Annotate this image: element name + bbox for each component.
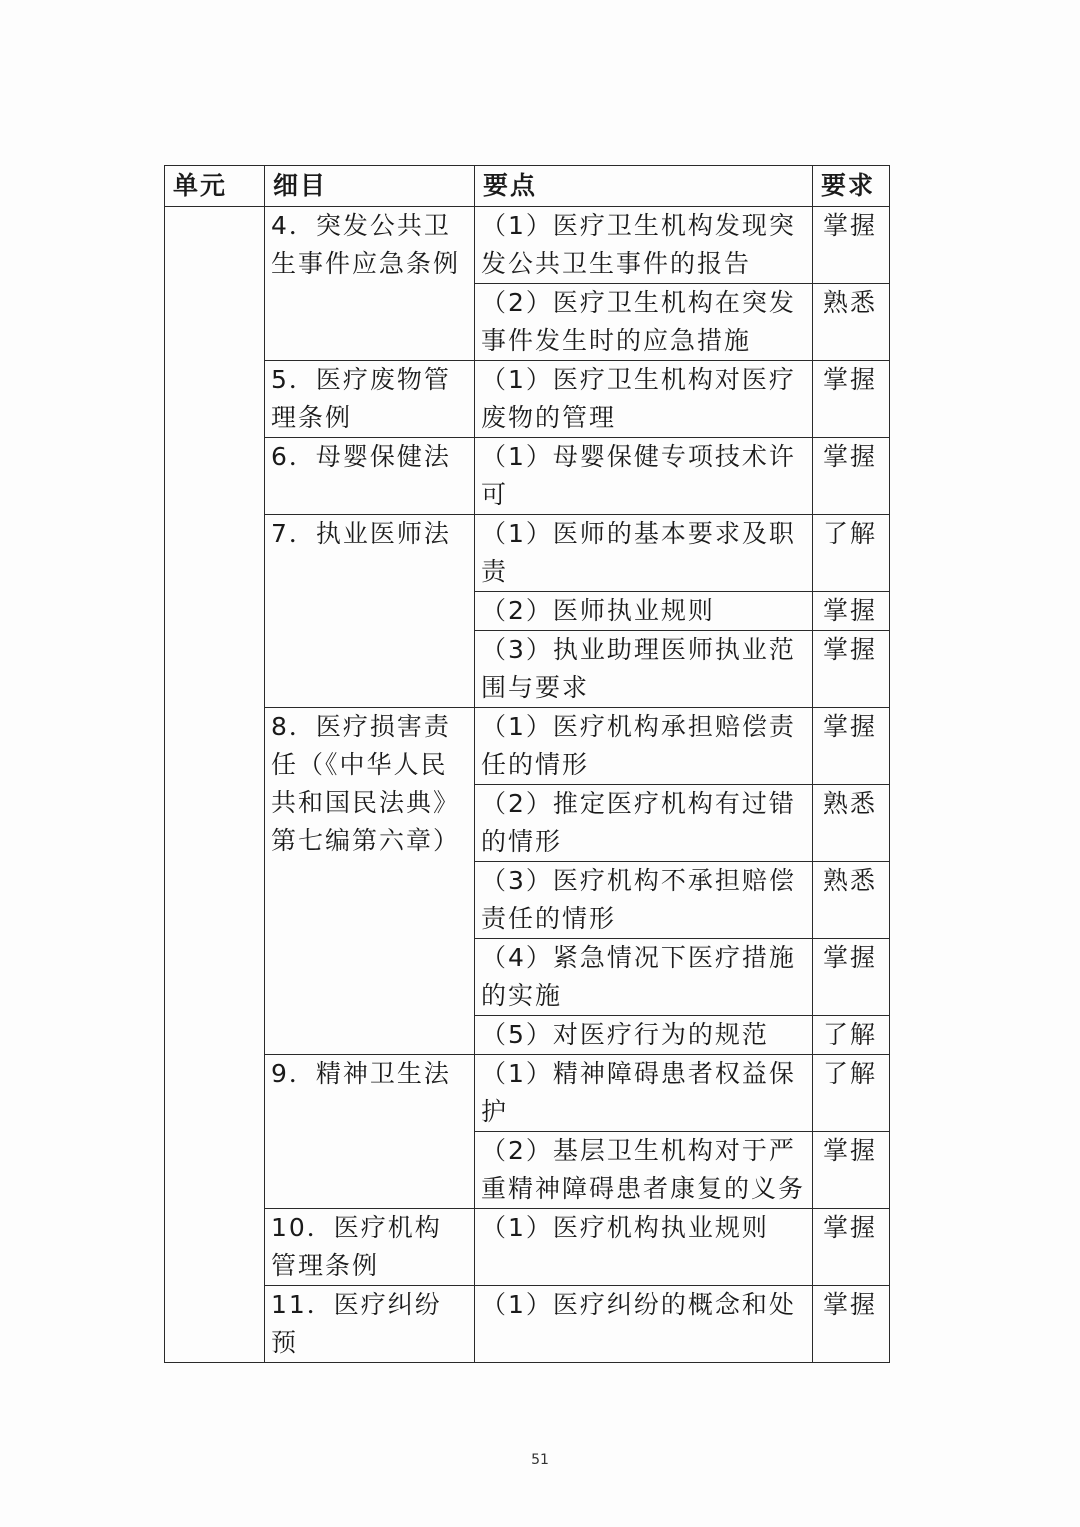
point-cell: （1）母婴保健专项技术许可 [475,438,813,515]
point-cell: （2）医疗卫生机构在突发事件发生时的应急措施 [475,284,813,361]
requirement-cell: 了解 [813,515,890,592]
unit-cell [165,207,265,1363]
requirement-cell: 熟悉 [813,862,890,939]
table-row [165,515,890,592]
point-cell: （4）紧急情况下医疗措施的实施 [475,939,813,1016]
table-row [165,1209,890,1286]
point-cell: （1）医疗卫生机构对医疗废物的管理 [475,361,813,438]
requirement-cell: 了解 [813,1055,890,1132]
point-cell: （2）推定医疗机构有过错的情形 [475,785,813,862]
requirement-cell: 熟悉 [813,284,890,361]
point-cell: （3）医疗机构不承担赔偿责任的情形 [475,862,813,939]
header-requirement: 要求 [813,166,890,207]
table-header-row [165,166,890,207]
point-cell: （1）医疗卫生机构发现突发公共卫生事件的报告 [475,207,813,284]
requirement-cell: 掌握 [813,1132,890,1209]
item-cell: 6．母婴保健法 [265,438,475,515]
item-cell: 7．执业医师法 [265,515,475,708]
point-cell: （1）医疗纠纷的概念和处 [475,1286,813,1363]
requirement-cell: 掌握 [813,708,890,785]
requirement-cell: 熟悉 [813,785,890,862]
point-cell: （5）对医疗行为的规范 [475,1016,813,1055]
requirement-cell: 掌握 [813,592,890,631]
table-row [165,361,890,438]
header-unit: 单元 [165,166,265,207]
table-row [165,1055,890,1132]
point-cell: （3）执业助理医师执业范围与要求 [475,631,813,708]
point-cell: （1）精神障碍患者权益保护 [475,1055,813,1132]
item-cell: 9．精神卫生法 [265,1055,475,1209]
point-cell: （1）医疗机构执业规则 [475,1209,813,1286]
requirement-cell: 掌握 [813,438,890,515]
requirement-cell: 掌握 [813,631,890,708]
item-cell: 8．医疗损害责任（《中华人民共和国民法典》第七编第六章） [265,708,475,1055]
requirement-cell: 了解 [813,1016,890,1055]
item-cell: 4．突发公共卫生事件应急条例 [265,207,475,361]
header-item: 细目 [265,166,475,207]
table-row [165,207,890,284]
header-point: 要点 [475,166,813,207]
table-row [165,708,890,785]
point-cell: （1）医疗机构承担赔偿责任的情形 [475,708,813,785]
requirement-cell: 掌握 [813,207,890,284]
item-cell: 5．医疗废物管理条例 [265,361,475,438]
syllabus-table [164,165,890,1363]
page-number: 51 [531,1452,549,1468]
item-cell: 10．医疗机构管理条例 [265,1209,475,1286]
requirement-cell: 掌握 [813,939,890,1016]
table-row [165,1286,890,1363]
requirement-cell: 掌握 [813,361,890,438]
requirement-cell: 掌握 [813,1209,890,1286]
item-cell: 11．医疗纠纷预 [265,1286,475,1363]
table-body [165,207,890,1363]
point-cell: （2）医师执业规则 [475,592,813,631]
table-row [165,438,890,515]
requirement-cell: 掌握 [813,1286,890,1363]
point-cell: （2）基层卫生机构对于严重精神障碍患者康复的义务 [475,1132,813,1209]
point-cell: （1）医师的基本要求及职责 [475,515,813,592]
